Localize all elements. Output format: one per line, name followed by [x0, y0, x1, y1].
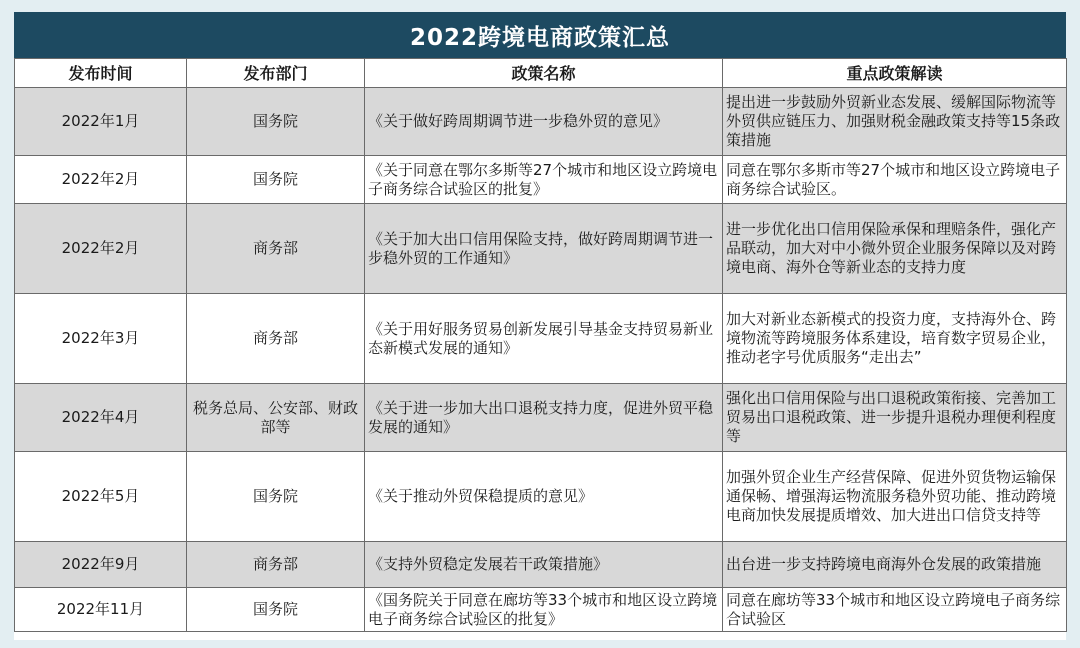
cell-date: 2022年1月: [15, 88, 187, 156]
table-row: [15, 588, 1067, 632]
cell-summary: 进一步优化出口信用保险承保和理赔条件，强化产品联动，加大对中小微外贸企业服务保障以及对跨境电商、海外仓等新业态的支持力度: [723, 204, 1067, 294]
cell-dept: 国务院: [187, 88, 365, 156]
cell-policy-name: 《国务院关于同意在廊坊等33个城市和地区设立跨境电子商务综合试验区的批复》: [365, 588, 723, 632]
cell-summary: 强化出口信用保险与出口退税政策衔接、完善加工贸易出口退税政策、进一步提升退税办理便利程度等: [723, 384, 1067, 452]
cell-date: 2022年9月: [15, 542, 187, 588]
cell-dept: 国务院: [187, 452, 365, 542]
policy-table: [14, 58, 1067, 632]
cell-summary: 提出进一步鼓励外贸新业态发展、缓解国际物流等外贸供应链压力、加强财税金融政策支持等15条政策措施: [723, 88, 1067, 156]
cell-summary: 加强外贸企业生产经营保障、促进外贸货物运输保通保畅、增强海运物流服务稳外贸功能、推动跨境电商加快发展提质增效、加大进出口信贷支持等: [723, 452, 1067, 542]
table-row: [15, 88, 1067, 156]
cell-summary: 同意在鄂尔多斯市等27个城市和地区设立跨境电子商务综合试验区。: [723, 156, 1067, 204]
cell-dept: 商务部: [187, 294, 365, 384]
cell-policy-name: 《关于同意在鄂尔多斯等27个城市和地区设立跨境电子商务综合试验区的批复》: [365, 156, 723, 204]
cell-date: 2022年2月: [15, 204, 187, 294]
cell-dept: 商务部: [187, 542, 365, 588]
cell-policy-name: 《关于用好服务贸易创新发展引导基金支持贸易新业态新模式发展的通知》: [365, 294, 723, 384]
cell-policy-name: 《关于加大出口信用保险支持，做好跨周期调节进一步稳外贸的工作通知》: [365, 204, 723, 294]
header-date: 发布时间: [15, 59, 187, 88]
header-dept: 发布部门: [187, 59, 365, 88]
cell-summary: 加大对新业态新模式的投资力度，支持海外仓、跨境物流等跨境服务体系建设，培育数字贸易企业，推动老字号优质服务“走出去”: [723, 294, 1067, 384]
cell-date: 2022年3月: [15, 294, 187, 384]
header-row: [15, 59, 1067, 88]
header-summary: 重点政策解读: [723, 59, 1067, 88]
cell-policy-name: 《关于做好跨周期调节进一步稳外贸的意见》: [365, 88, 723, 156]
policy-table-frame: [14, 12, 1066, 640]
cell-policy-name: 《关于进一步加大出口退税支持力度，促进外贸平稳发展的通知》: [365, 384, 723, 452]
cell-policy-name: 《关于推动外贸保稳提质的意见》: [365, 452, 723, 542]
table-row: [15, 294, 1067, 384]
table-row: [15, 156, 1067, 204]
cell-policy-name: 《支持外贸稳定发展若干政策措施》: [365, 542, 723, 588]
table-row: [15, 204, 1067, 294]
table-row: [15, 542, 1067, 588]
cell-date: 2022年2月: [15, 156, 187, 204]
table-row: [15, 452, 1067, 542]
cell-summary: 同意在廊坊等33个城市和地区设立跨境电子商务综合试验区: [723, 588, 1067, 632]
header-policy-name: 政策名称: [365, 59, 723, 88]
cell-summary: 出台进一步支持跨境电商海外仓发展的政策措施: [723, 542, 1067, 588]
cell-date: 2022年11月: [15, 588, 187, 632]
table-row: [15, 384, 1067, 452]
cell-dept: 税务总局、公安部、财政部等: [187, 384, 365, 452]
cell-dept: 国务院: [187, 588, 365, 632]
table-title: 2022跨境电商政策汇总: [14, 12, 1066, 58]
cell-dept: 商务部: [187, 204, 365, 294]
cell-date: 2022年5月: [15, 452, 187, 542]
cell-dept: 国务院: [187, 156, 365, 204]
cell-date: 2022年4月: [15, 384, 187, 452]
